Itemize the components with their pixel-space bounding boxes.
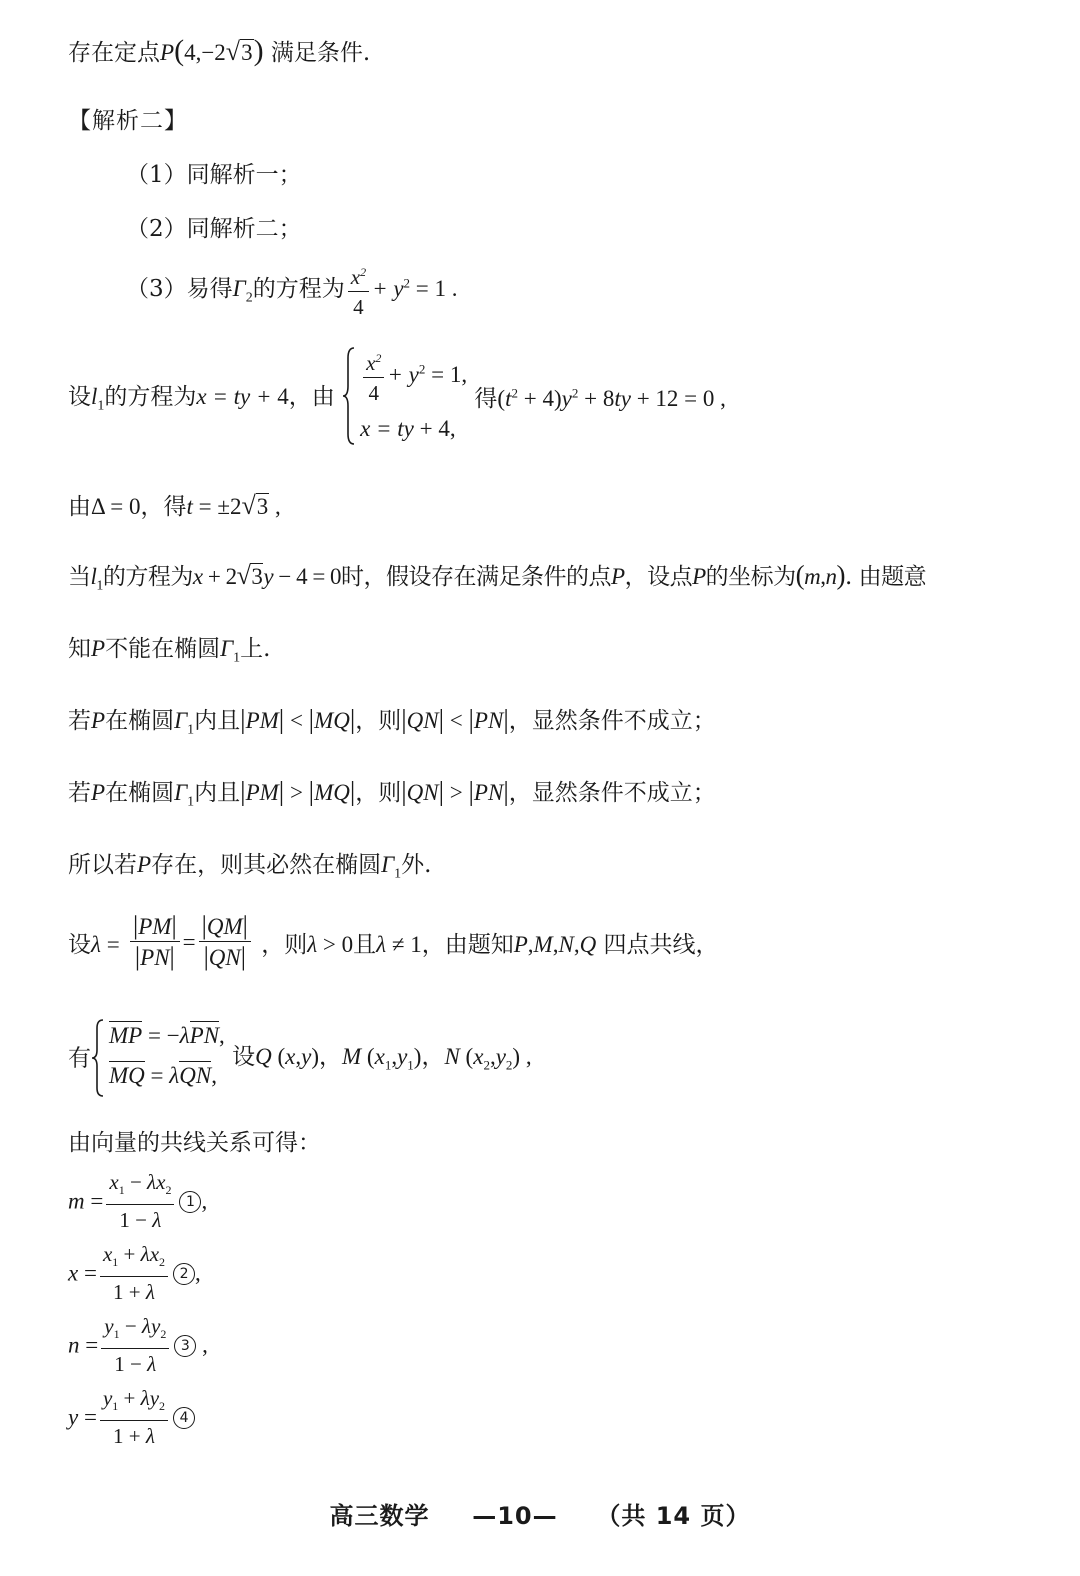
step-2: （2）同解析二； [126, 216, 302, 242]
text-span: ，则 [355, 708, 402, 734]
text-span: 设 [68, 383, 91, 410]
equation-2: x = $\frac{x_1 + \lambda x_2}{1 + \lambda}$ 2 , [68, 1240, 201, 1307]
text-span: 时，假设存在满足条件的点 [341, 564, 612, 590]
step-1: （1）同解析一； [126, 162, 302, 188]
text-line-10: 若P在椭圆$\Gamma_1$内且|PM| > |MQ|，则|QN| > |PN|，显然条件不成立； [68, 776, 716, 810]
text-span: 由 [68, 494, 91, 520]
text-span: 不能在椭圆 [105, 636, 221, 662]
vector-system: MP = −λPN, MQ = λQN, [91, 1016, 225, 1096]
text-span: 内且 [194, 708, 241, 734]
text-line-7: 当$l_1$的方程为x + 2√3y − 4 = 0时，假设存在满足条件的点P，设点P的坐标为(m,n). 由题意 [68, 560, 927, 594]
brace-icon [342, 346, 356, 446]
text-span: 的方程为 [252, 276, 345, 302]
text-span: ，由题知 [421, 932, 514, 958]
text-span: ，则 [261, 932, 308, 958]
text-span: 的方程为 [102, 564, 193, 590]
text-span: . 由题意 [845, 564, 927, 590]
text-span: 且 [353, 932, 377, 958]
text-line-5: 设$l_1$的方程为x = ty + 4，由 $\frac{x^2}{4}$ + $y^2 = 1$, x = ty + 4, 得$(t^2 + 4)y^2 + 8ty + 12 = 0$ , [68, 344, 726, 448]
text-line-1: 存在定点P(4,−2√3) 满足条件. [68, 34, 371, 67]
equation-system: $\frac{x^2}{4}$ + $y^2 = 1$, x = ty + 4, [342, 344, 467, 448]
text-line-13: 有 MP = −λPN, MQ = λQN, 设Q (x,y)，M $(x_1,y_1)$，N $(x_2,y_2)$ , [68, 1016, 532, 1096]
text-span: 在椭圆 [105, 708, 175, 734]
text-span: 满足条件. [270, 40, 371, 66]
text-span: ，则 [355, 780, 402, 806]
text-span: 设 [232, 1044, 256, 1071]
text-line-8: 知P不能在椭圆$\Gamma_1$上. [68, 636, 271, 666]
text-span: ，得 [140, 494, 187, 520]
equation-1: m = $\frac{x_1 - \lambda x_2}{1 - \lambda}$ 1 , [68, 1168, 207, 1235]
equation-3: n = $\frac{y_1 - \lambda y_2}{1 - \lambda}$ 3 , [68, 1312, 208, 1379]
text-span: 若 [68, 780, 91, 806]
text-span: ，显然条件不成立； [508, 708, 716, 734]
text-span: 的方程为 [104, 383, 197, 410]
text-span: ，设点 [624, 564, 693, 590]
equation-4: y = $\frac{y_1 + \lambda y_2}{1 + \lambda}$ 4 [68, 1384, 195, 1451]
text-span: 存在定点 [68, 40, 160, 66]
text-span: 若 [68, 708, 91, 734]
page-number: —10— [472, 1502, 558, 1530]
footer-subject: 高三数学 [329, 1502, 430, 1530]
text-span: 内且 [194, 780, 241, 806]
page-total: （共 14 页） [596, 1502, 751, 1530]
text-span: 得 [474, 385, 498, 412]
text-line-12: 设λ = $\frac{|PM|}{|PN|}$ = $\frac{|QM|}{|QN|}$ ，则λ > 0且λ ≠ 1，由题知P,M,N,Q 四点共线， [68, 911, 719, 971]
text-line-11: 所以若P存在，则其必然在椭圆$\Gamma_1$外. [68, 852, 432, 882]
text-span: ，显然条件不成立； [508, 780, 716, 806]
text-span: ，由 [288, 383, 335, 410]
text-span: 四点共线， [603, 932, 719, 958]
text-span: 设 [68, 932, 91, 958]
step-3: （3）易得$\Gamma_2$的方程为 $\frac{x^2}{4}$ + $y^2 = 1$ . [126, 258, 458, 322]
text-span: 当 [68, 564, 91, 590]
text-line-6: 由Δ = 0，得t = ±2√3 , [68, 491, 281, 520]
text-span: 上. [240, 636, 271, 662]
brace-icon [91, 1018, 105, 1098]
section-heading: 【解析二】 [68, 108, 188, 134]
text-span: 外. [401, 852, 432, 878]
text-span: 的坐标为 [705, 564, 796, 590]
text-span: 所以若 [68, 852, 137, 878]
text-span: 存在，则其必然在椭圆 [151, 852, 382, 878]
text-line-14: 由向量的共线关系可得： [68, 1130, 321, 1156]
text-span: 在椭圆 [105, 780, 175, 806]
text-span: 有 [68, 1045, 91, 1072]
text-line-9: 若P在椭圆$\Gamma_1$内且|PM| < |MQ|，则|QN| < |PN|，显然条件不成立； [68, 704, 716, 738]
page-footer [0, 1496, 1080, 1531]
text-span: 知 [68, 636, 91, 662]
text-span: （3）易得 [126, 276, 233, 302]
